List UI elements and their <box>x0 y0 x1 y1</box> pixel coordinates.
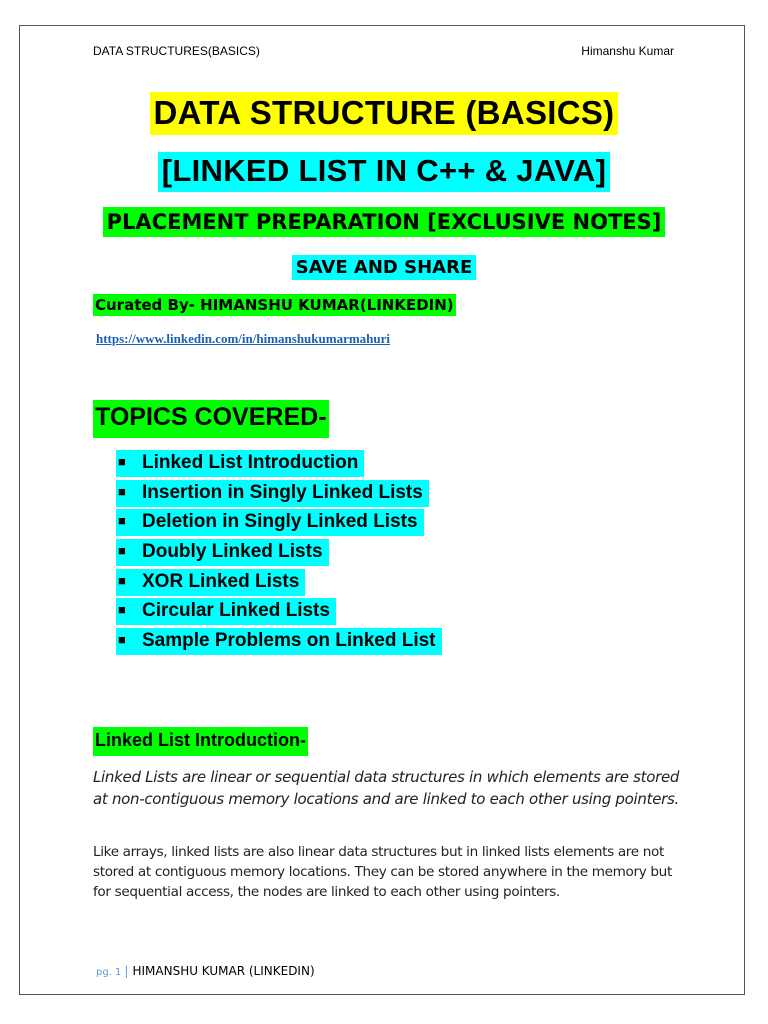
topic-label: Circular Linked Lists <box>142 600 330 622</box>
placement-banner: PLACEMENT PREPARATION [EXCLUSIVE NOTES] <box>103 207 666 237</box>
topic-label: Sample Problems on Linked List <box>142 630 436 652</box>
curated-by: Curated By- HIMANSHU KUMAR(LINKEDIN) <box>95 296 454 314</box>
linkedin-link[interactable]: https://www.linkedin.com/in/himanshukumarmahuri <box>96 331 391 346</box>
topic-list <box>116 450 442 658</box>
title-line-4-wrapper <box>0 255 768 280</box>
topic-highlight <box>116 509 424 536</box>
title-line-3-wrapper <box>0 207 768 237</box>
list-item <box>116 480 442 510</box>
bullet-icon: ■ <box>118 513 126 529</box>
bullet-icon: ■ <box>118 483 126 499</box>
body-paragraph: Like arrays, linked lists are also linear data structures but in linked lists elements are not stored at contiguous memory locations. They can be stored anywhere in the memory but for sequential access, the nodes are linked to each other using pointers. <box>93 844 672 900</box>
topic-highlight <box>116 569 305 596</box>
title-line-2-wrapper <box>0 152 768 192</box>
list-item <box>116 598 442 628</box>
topic-highlight <box>116 539 329 566</box>
header-right: Himanshu Kumar <box>581 44 674 58</box>
topic-label: Deletion in Singly Linked Lists <box>142 511 418 533</box>
bullet-icon: ■ <box>118 602 126 618</box>
save-share-banner: SAVE AND SHARE <box>292 255 476 280</box>
topic-highlight <box>116 598 336 625</box>
bullet-icon: ■ <box>118 632 126 648</box>
topic-highlight <box>116 480 429 507</box>
list-item <box>116 539 442 569</box>
bullet-icon: ■ <box>118 572 126 588</box>
topic-label: Insertion in Singly Linked Lists <box>142 481 423 503</box>
section-heading: Linked List Introduction- <box>93 727 308 756</box>
topic-highlight <box>116 450 364 477</box>
title-line-1-wrapper <box>0 92 768 135</box>
bullet-icon: ■ <box>118 543 126 559</box>
topic-label: XOR Linked Lists <box>142 570 300 592</box>
list-item <box>116 569 442 599</box>
curated-by-wrapper <box>93 294 456 316</box>
topics-heading-wrapper <box>93 400 329 438</box>
list-item <box>116 450 442 480</box>
list-item <box>116 628 442 658</box>
topic-label: Doubly Linked Lists <box>142 541 323 563</box>
section-heading-wrapper <box>93 727 308 756</box>
definition-paragraph: Linked Lists are linear or sequential data structures in which elements are stored at non-contiguous memory locations and are linked to each other using pointers. <box>93 768 680 808</box>
topic-highlight <box>116 628 442 655</box>
topics-heading: TOPICS COVERED- <box>93 400 329 438</box>
main-title: DATA STRUCTURE (BASICS) <box>150 92 619 135</box>
page-footer <box>96 964 315 978</box>
header-left: DATA STRUCTURES(BASICS) <box>93 44 260 58</box>
topic-label: Linked List Introduction <box>142 452 359 473</box>
footer-text: HIMANSHU KUMAR (LINKEDIN) <box>132 964 315 978</box>
page-number: pg. 1 <box>96 967 122 978</box>
subtitle: [LINKED LIST IN C++ & JAVA] <box>158 152 610 192</box>
list-item <box>116 509 442 539</box>
bullet-icon: ■ <box>118 454 126 469</box>
footer-separator: | <box>124 964 129 978</box>
